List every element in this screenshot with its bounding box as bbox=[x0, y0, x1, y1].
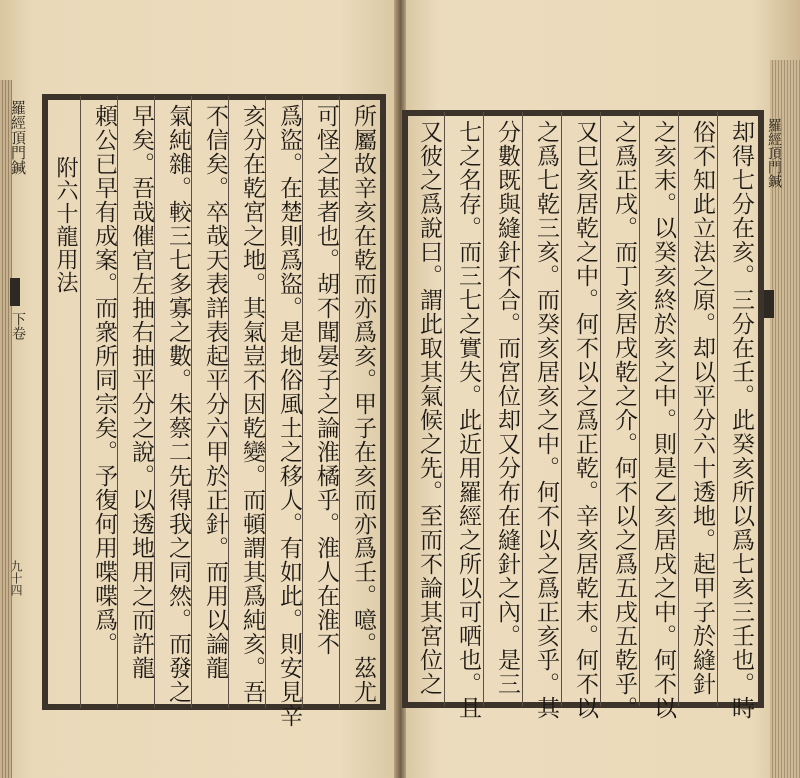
left-margin-volume: 下卷 bbox=[10, 312, 26, 340]
left-fishtail-mark bbox=[10, 278, 20, 306]
right-text-column: 又巳亥居乾之中。何不以之爲正乾。辛亥居乾末。何不以 bbox=[572, 120, 598, 720]
right-text-column: 俗不知此立法之原。却以平分六十透地。起甲子於縫針 bbox=[689, 120, 715, 696]
left-margin-title: 羅經頂門鍼 bbox=[9, 100, 27, 175]
right-text-frame bbox=[402, 110, 764, 720]
left-text-column: 所屬故辛亥在乾而亦爲亥。甲子在亥而亦爲壬。噫。茲尤 bbox=[350, 104, 376, 704]
section-subheading: 附六十龍用法 bbox=[53, 156, 78, 294]
left-text-column: 亥分在乾宮之地。其氣豈不因乾變。而頓謂其爲純亥。吾 bbox=[239, 104, 265, 704]
left-text-column: 早矣。吾哉催官左抽右抽平分之說。以透地用之而許龍 bbox=[128, 104, 154, 680]
right-text-column: 又彼之爲說曰。謂此取其氣候之先。至而不論其宮位之 bbox=[416, 120, 442, 696]
left-page-edges bbox=[0, 80, 12, 778]
left-text-column: 氣純雜。較三七多寡之數。朱蔡二先得我之同然。而發之 bbox=[165, 104, 191, 704]
left-text-column: 可怪之甚者也。胡不聞晏子之論淮橘乎。淮人在淮不 bbox=[313, 104, 339, 656]
right-fishtail-mark bbox=[764, 290, 774, 318]
left-margin-page-number: 九十四 bbox=[9, 560, 23, 596]
left-text-column: 爲盜。在楚則爲盜。是地俗風土之移人。有如此。則安見辛 bbox=[276, 104, 302, 728]
right-text-column: 之爲正戌。而丁亥居戌乾之介。何不以之爲五戌五乾乎。 bbox=[611, 120, 637, 720]
right-text-column: 之亥末。以癸亥終於亥之中。則是乙亥居戌之中。何不以 bbox=[650, 120, 676, 720]
right-text-column: 七之名存。而三七之實失。此近用羅經之所以可哂也。且 bbox=[455, 120, 481, 720]
right-text-column: 分數既與縫針不合。而宮位却又分布在縫針之內。是三 bbox=[494, 120, 520, 696]
left-text-column: 頼公已早有成案。而衆所同宗矣。予復何用喋喋爲。 bbox=[91, 104, 117, 656]
left-text-frame bbox=[42, 94, 386, 728]
left-text-column: 不信矣。卒哉天表詳表起平分六甲於正針。而用以論龍 bbox=[202, 104, 228, 680]
right-text-column: 之爲七乾三亥。而癸亥居亥之中。何不以之爲正亥乎。其 bbox=[533, 120, 559, 720]
right-margin-title: 羅經頂門鍼 bbox=[766, 118, 782, 188]
right-text-column: 却得七分在亥。三分在壬。此癸亥所以爲七亥三壬也。時 bbox=[728, 120, 754, 720]
